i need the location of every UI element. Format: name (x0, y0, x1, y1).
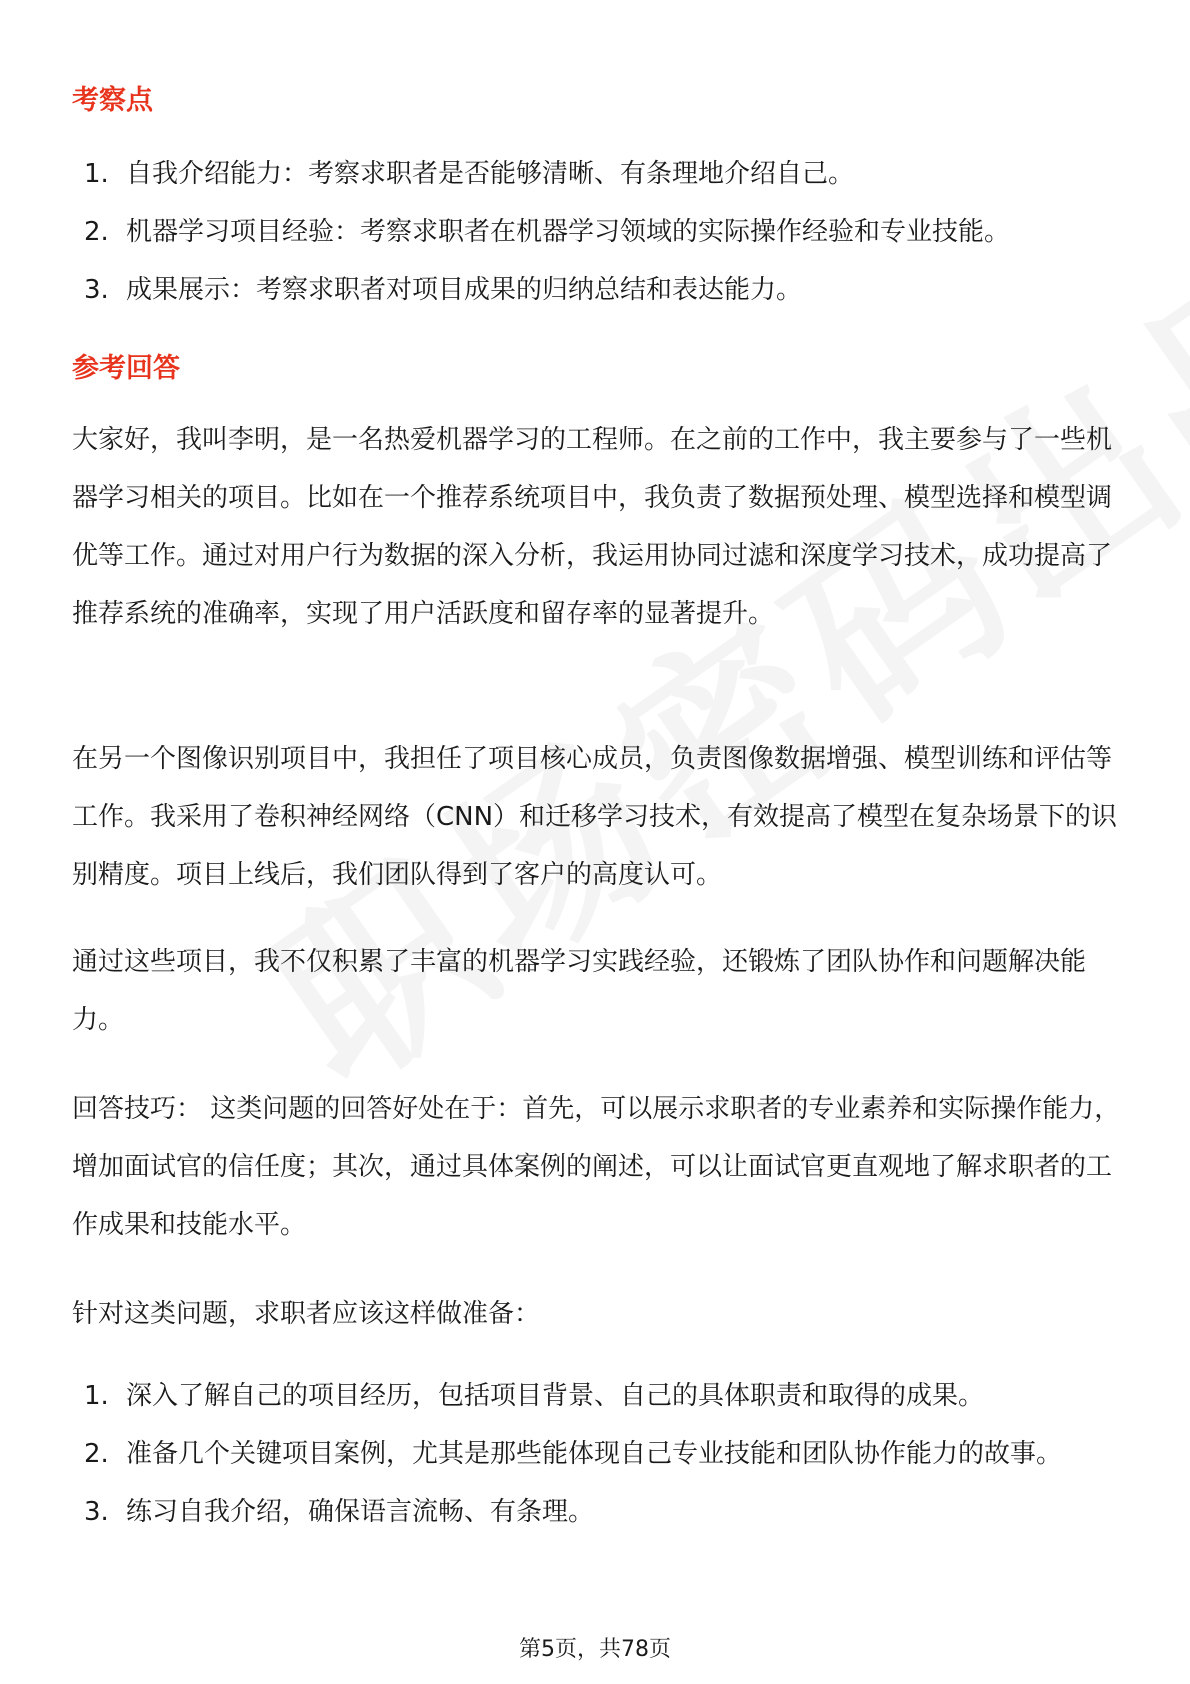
list-item-number: 2. (84, 217, 109, 247)
list-item-text: 机器学习项目经验：考察求职者在机器学习领域的实际操作经验和专业技能。 (126, 217, 1011, 247)
list-item-number: 3. (84, 275, 109, 305)
list-item (84, 1425, 1124, 1483)
list-item-number: 1. (84, 1381, 109, 1411)
list-item-text: 准备几个关键项目案例，尤其是那些能体现自己专业技能和团队协作能力的故事。 (126, 1439, 1063, 1469)
preparation-intro: 针对这类问题，求职者应该这样做准备： (72, 1299, 541, 1329)
list-item (84, 145, 1124, 203)
answer-paragraph: 在另一个图像识别项目中，我担任了项目核心成员，负责图像数据增强、模型训练和评估等工作。我采用了卷积神经网络（CNN）和迁移学习技术，有效提高了模型在复杂场景下的识别精度。项目上线后，我们团队得到了客户的高度认可。 (72, 744, 1118, 890)
list-item-text: 成果展示：考察求职者对项目成果的归纳总结和表达能力。 (126, 275, 803, 305)
section-title-cankao: 参考回答 (72, 353, 180, 384)
list-item-text: 深入了解自己的项目经历，包括项目背景、自己的具体职责和取得的成果。 (126, 1381, 985, 1411)
list-item (84, 203, 1124, 261)
section-title-kaochadian: 考察点 (72, 85, 153, 116)
list-item-number: 2. (84, 1439, 109, 1469)
answer-paragraph: 大家好，我叫李明，是一名热爱机器学习的工程师。在之前的工作中，我主要参与了一些机器学习相关的项目。比如在一个推荐系统项目中，我负责了数据预处理、模型选择和模型调优等工作。通过对用户行为数据的深入分析，我运用协同过滤和深度学习技术，成功提高了推荐系统的准确率，实现了用户活跃度和留存率的显著提升。 (72, 425, 1113, 629)
list-item-text: 自我介绍能力：考察求职者是否能够清晰、有条理地介绍自己。 (126, 159, 855, 189)
list-item-number: 3. (84, 1497, 109, 1527)
answer-tips-paragraph: 回答技巧： 这类问题的回答好处在于：首先，可以展示求职者的专业素养和实际操作能力，增加面试官的信任度；其次，通过具体案例的阐述，可以让面试官更直观地了解求职者的工作成果和技能水平。 (72, 1094, 1121, 1240)
list-item-number: 1. (84, 159, 109, 189)
page-number-footer: 第5页，共78页 (519, 1637, 671, 1662)
list-item (84, 1367, 1124, 1425)
answer-paragraph: 通过这些项目，我不仅积累了丰富的机器学习实践经验，还锻炼了团队协作和问题解决能力。 (72, 947, 1087, 1035)
list-item (84, 261, 1124, 319)
list-item-text: 练习自我介绍，确保语言流畅、有条理。 (126, 1497, 595, 1527)
assessment-points-list (84, 145, 1124, 319)
list-item (84, 1483, 1124, 1541)
preparation-list (84, 1367, 1124, 1541)
